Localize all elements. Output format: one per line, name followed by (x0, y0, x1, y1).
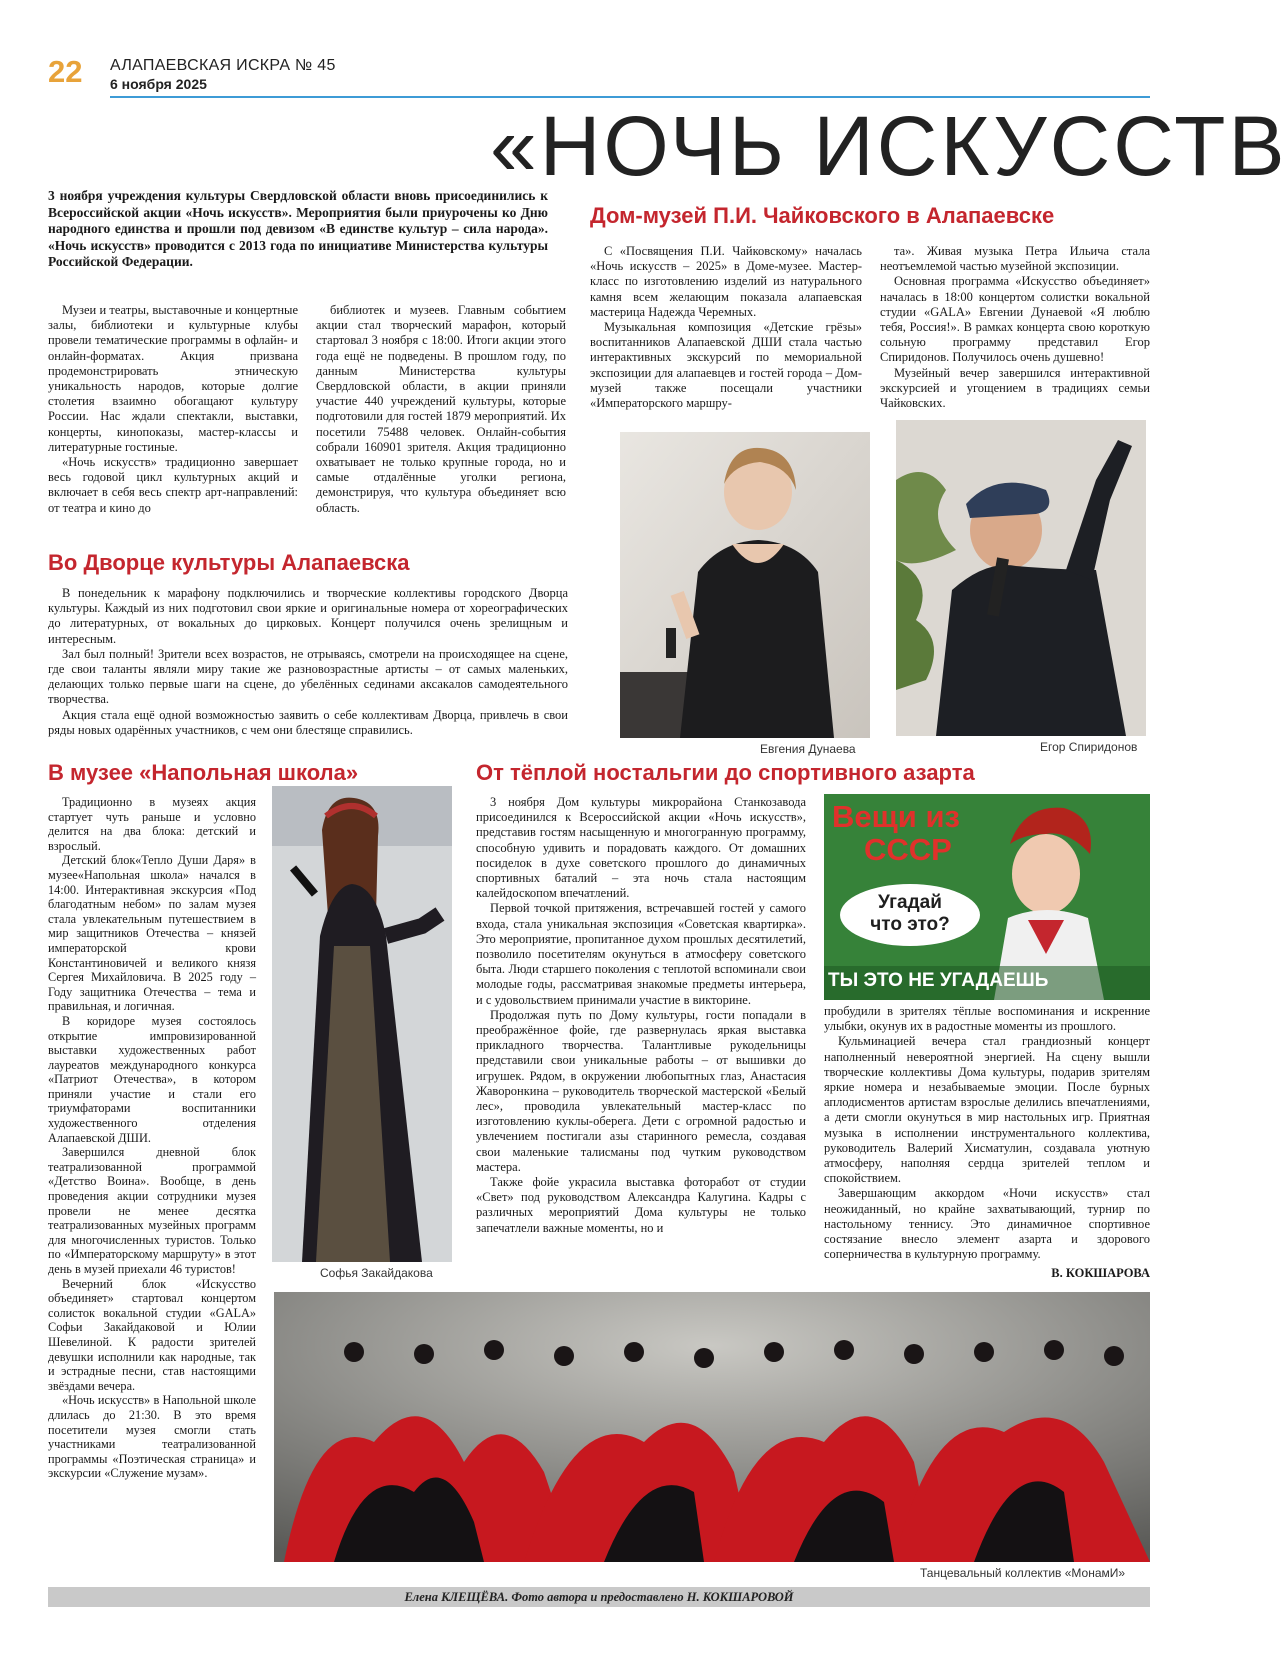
page-number: 22 (48, 54, 83, 89)
tchaikovsky-paragraph: Основная программа «Искусство объединяет» началась в 18:00 концертом солистки вокальной студии «GALA» Евгении Дунаевой «Я люблю тебя, Россия!». В рамках концерта свою короткую сольную программу представил Егор Спиридонов. Получилось очень душевно! (880, 274, 1150, 365)
photo-dance-ensemble-image (274, 1292, 1150, 1562)
signature: В. КОКШАРОВА (1051, 1266, 1150, 1280)
photo-zakaidakova-image (272, 786, 452, 1262)
tchaikovsky-paragraph: Музыкальная композиция «Детские грёзы» воспитанников Алапаевской ДШИ стала частью интерактивных экскурсий по мемориальной экспозиции для алапаевцев и гостей города – Дом-музей также посещали участники «Императорского маршру- (590, 320, 862, 411)
caption-dunaeva: Евгения Дунаева (760, 742, 856, 756)
heading-palace: Во Дворце культуры Алапаевска (48, 550, 410, 575)
intro-column-1 (48, 303, 298, 516)
nostalgia-column-1 (476, 795, 806, 1236)
tchaikovsky-paragraph: С «Посвящения П.И. Чайковскому» началась «Ночь искусств – 2025» в Доме-музее. Мастер-класс по изготовлению изделий из натурального камня всем желающим показала алапаевская мастерица Надежда Черемных. (590, 244, 862, 319)
nostalgia-paragraph: Кульминацией вечера стал грандиозный концерт наполненный невероятной энергией. На сцену вышли творческие коллективы Дома культуры, подарив зрителям яркие номера и незабываемые эмоции. После бурных аплодисментов артистам взрослые делились впечатлениями, а дети смогли окунуться в мир настольных игр. Приятная музыка в исполнении инструментального коллектива, руководитель Валерий Хисматулин, создавала уютную атмосферу, наполняя сердца зрителей теплом и спокойствием. (824, 1034, 1150, 1186)
tchaikovsky-paragraph: Музейный вечер завершился интерактивной экскурсией и угощением в традициях семьи Чайковских. (880, 365, 1150, 411)
poster-bottom-text: ТЫ ЭТО НЕ УГАДАЕШЬ (828, 970, 1049, 991)
museum-paragraph: В коридоре музея состоялось открытие импровизированной выставки художественных работ лауреатов международного конкурса «Патриот Отечества», в котором приняли участие и стали его триумфаторами воспитанники художественного отделения Алапаевской ДШИ. (48, 1013, 256, 1145)
photo-dunaeva-image (620, 432, 870, 738)
palace-paragraph: Акция стала ещё одной возможностью заявить о себе коллективам Дворца, привлечь в свои ряды новых одарённых участников, с чем они блестяще справились. (48, 707, 568, 737)
tchaikovsky-column-1 (590, 244, 862, 411)
photo-dunaeva (620, 432, 870, 738)
photo-credit-text: Елена КЛЕЩЁВА. Фото автора и предоставлено Н. КОКШАРОВОЙ (404, 1590, 794, 1604)
museum-paragraph: Традиционно в музеях акция стартует чуть раньше и условно делится на два блока: детский и взрослый. (48, 795, 256, 853)
lead-paragraph: 3 ноября учреждения культуры Свердловской области вновь присоединились к Всероссийской акции «Ночь искусств». Мероприятия были приурочены ко Дню народного единства и прошли под девизом «В единстве культур – сила народа». «Ночь искусств» проводится с 2013 года по инициативе Министерства культуры Российской Федерации. (48, 188, 548, 269)
poster-speech-bubble: Угадай что это? (840, 884, 980, 946)
photo-zakaidakova (272, 786, 452, 1262)
photo-spiridonov-image (896, 420, 1146, 736)
tchaikovsky-paragraph: та». Живая музыка Петра Ильича стала неотъемлемой частью музейной экспозиции. (880, 244, 1150, 274)
museum-paragraph: Детский блок«Тепло Души Даря» в музее«Напольная школа» начался в 14:00. Интерактивная экскурсия «Под благодатным небом» по залам музея стала увлекательным путешествием в мир защитников Отечества – князей императорской крови Константиновичей и великого князя Сергея Михайловича. В 2025 году – Году защитника Отечества – тема и правильная, и логичная. (48, 853, 256, 1014)
photo-credit-bar (48, 1587, 1150, 1607)
photo-ussr-poster (824, 794, 1150, 1000)
issue-date: 6 ноября 2025 (110, 76, 207, 92)
intro-paragraph: библиотек и музеев. Главным событием акции стал творческий марафон, который стартовал 3 ноября с 18:00. Итоги акции этого года ещё не подведены. В прошлом году, по данным Министерства культуры Свердловской области, в акции приняли участие 440 учреждений культуры, которые подготовили для гостей 1879 мероприятий. Их посетили 75488 человек. Онлайн-события собрали 160901 зрителя. Акция традиционно охватывает не только крупные города, но и самые отдалённые уголки региона, демонстрируя, что культура объединяет всю область. (316, 303, 566, 515)
photo-spiridonov (896, 420, 1146, 736)
caption-zakaidakova: Софья Закайдакова (320, 1266, 433, 1280)
heading-nostalgia: От тёплой ностальгии до спортивного азарта (476, 760, 975, 785)
museum-paragraph: «Ночь искусств» в Напольной школе длилась до 21:30. В это время посетители музея смогли стать участниками театрализованной программы «Поэтическая страница» и экскурсии «Служение музам». (48, 1393, 256, 1481)
palace-paragraph: В понедельник к марафону подключились и творческие коллективы городского Дворца культуры. Каждый из них подготовил свои яркие и оригинальные номера от хореографических до литературных, от вокальных до цирковых. Концерт получился очень зрелищным и интересным. (48, 586, 568, 646)
museum-article (48, 795, 256, 1481)
museum-paragraph: Вечерний блок «Искусство объединяет» стартовал концертом солисток вокальной студии «GALA» Софьи Закайдаковой и Юлии Шевелиной. К радости зрителей девушки исполнили как народные, так и эстрадные песни, став настоящими звёздами вечера. (48, 1276, 256, 1393)
nostalgia-paragraph: Завершающим аккордом «Ночи искусств» стал неожиданный, но крайне захватывающий, турнир по настольному теннису. Это динамичное спортивное состязание внесло элемент азарта и здорового соперничества в культурную программу. (824, 1186, 1150, 1262)
nostalgia-paragraph: Также фойе украсила выставка фоторабот от студии «Свет» под руководством Александра Калугина. Кадры с различных мероприятий Дома культуры не только запечатлели важные моменты, но и (476, 1175, 806, 1235)
page-title: «НОЧЬ ИСКУССТВ (490, 99, 1287, 193)
photo-dance-ensemble (274, 1292, 1150, 1562)
tchaikovsky-column-2 (880, 244, 1150, 411)
intro-column-2 (316, 303, 566, 516)
museum-paragraph: Завершился дневной блок театрализованной программой «Детство Воина». Вообще, в день проведения акции сотрудники музея провели не менее десятка театрализованных музейных программ для многочисленных туристов. Только по «Императорскому маршруту» в этот день в музей приехали 46 туристов! (48, 1145, 256, 1276)
nostalgia-column-2 (824, 1004, 1150, 1262)
palace-article (48, 586, 568, 738)
intro-paragraph: «Ночь искусств» традиционно завершает весь годовой цикл культурных акций и включает в себя весь спектр арт-направлений: от театра и кино до (48, 455, 298, 515)
nostalgia-paragraph: Первой точкой притяжения, встречавшей гостей у самого входа, стала уникальная экспозиция «Советская квартирка». Это мероприятие, пропитанное духом прошлых десятилетий, позволило посетителям окунуться в атмосферу советского быта. Люди старшего поколения с теплотой вспоминали свои молодые годы, рассматривая знакомые предметы интерьера, и с удовольствием принимали участие в викторине. (476, 901, 806, 1007)
newspaper-name: АЛАПАЕВСКАЯ ИСКРА № 45 (110, 57, 336, 74)
palace-paragraph: Зал был полный! Зрители всех возрастов, не отрываясь, смотрели на происходящее на сцене, где свои таланты являли миру такие же разновозрастные артисты – от самых маленьких, делающих только первые шаги на сцене, до убелённых сединами аксакалов самодеятельного творчества. (48, 646, 568, 707)
nostalgia-paragraph: пробудили в зрителях тёплые воспоминания и искренние улыбки, окунув их в радостные моменты из прошлого. (824, 1004, 1150, 1034)
caption-spiridonov: Егор Спиридонов (1040, 740, 1138, 754)
nostalgia-paragraph: 3 ноября Дом культуры микрорайона Станкозавода присоединился к Всероссийской акции «Ночь искусств», представив гостям насыщенную и многогранную программу, способную удивить и порадовать каждого. От домашних посиделок в духе советского прошлого до динамичных спортивных баталий – эта ночь стала настоящим калейдоскопом впечатлений. (476, 795, 806, 901)
intro-paragraph: Музеи и театры, выставочные и концертные залы, библиотеки и культурные клубы провели тематические программы в офлайн- и онлайн-форматах. Акция призвана продемонстрировать этническую уникальность народов, которые долгие столетия взаимно обогащают культуру России. Нас ждали спектакли, выставки, концерты, кинопоказы, мастер-классы и литературные гостиные. (48, 303, 298, 454)
caption-dance-ensemble: Танцевальный коллектив «МонамИ» (920, 1566, 1126, 1580)
poster-headline: Вещи из СССР (832, 799, 960, 867)
nostalgia-paragraph: Продолжая путь по Дому культуры, гости попадали в преображённое фойе, где развернулась яркая выставка прикладного творчества. Талантливые рукодельницы представили свои уникальные работы – от вышивки до игрушек. Рядом, в окружении любопытных глаз, Анастасия Жаворонкина – руководитель творческой мастерской «Белый лес», проводила увлекательный мастер-класс по изготовлению куклы-оберега. Дети с огромной радостью и увлечением постигали азы старинного ремесла, создавая свои маленькие талисманы под чутким руководством мастера. (476, 1007, 806, 1174)
heading-tchaikovsky: Дом-музей П.И. Чайковского в Алапаевске (590, 203, 1055, 228)
heading-museum: В музее «Напольная школа» (48, 760, 359, 785)
